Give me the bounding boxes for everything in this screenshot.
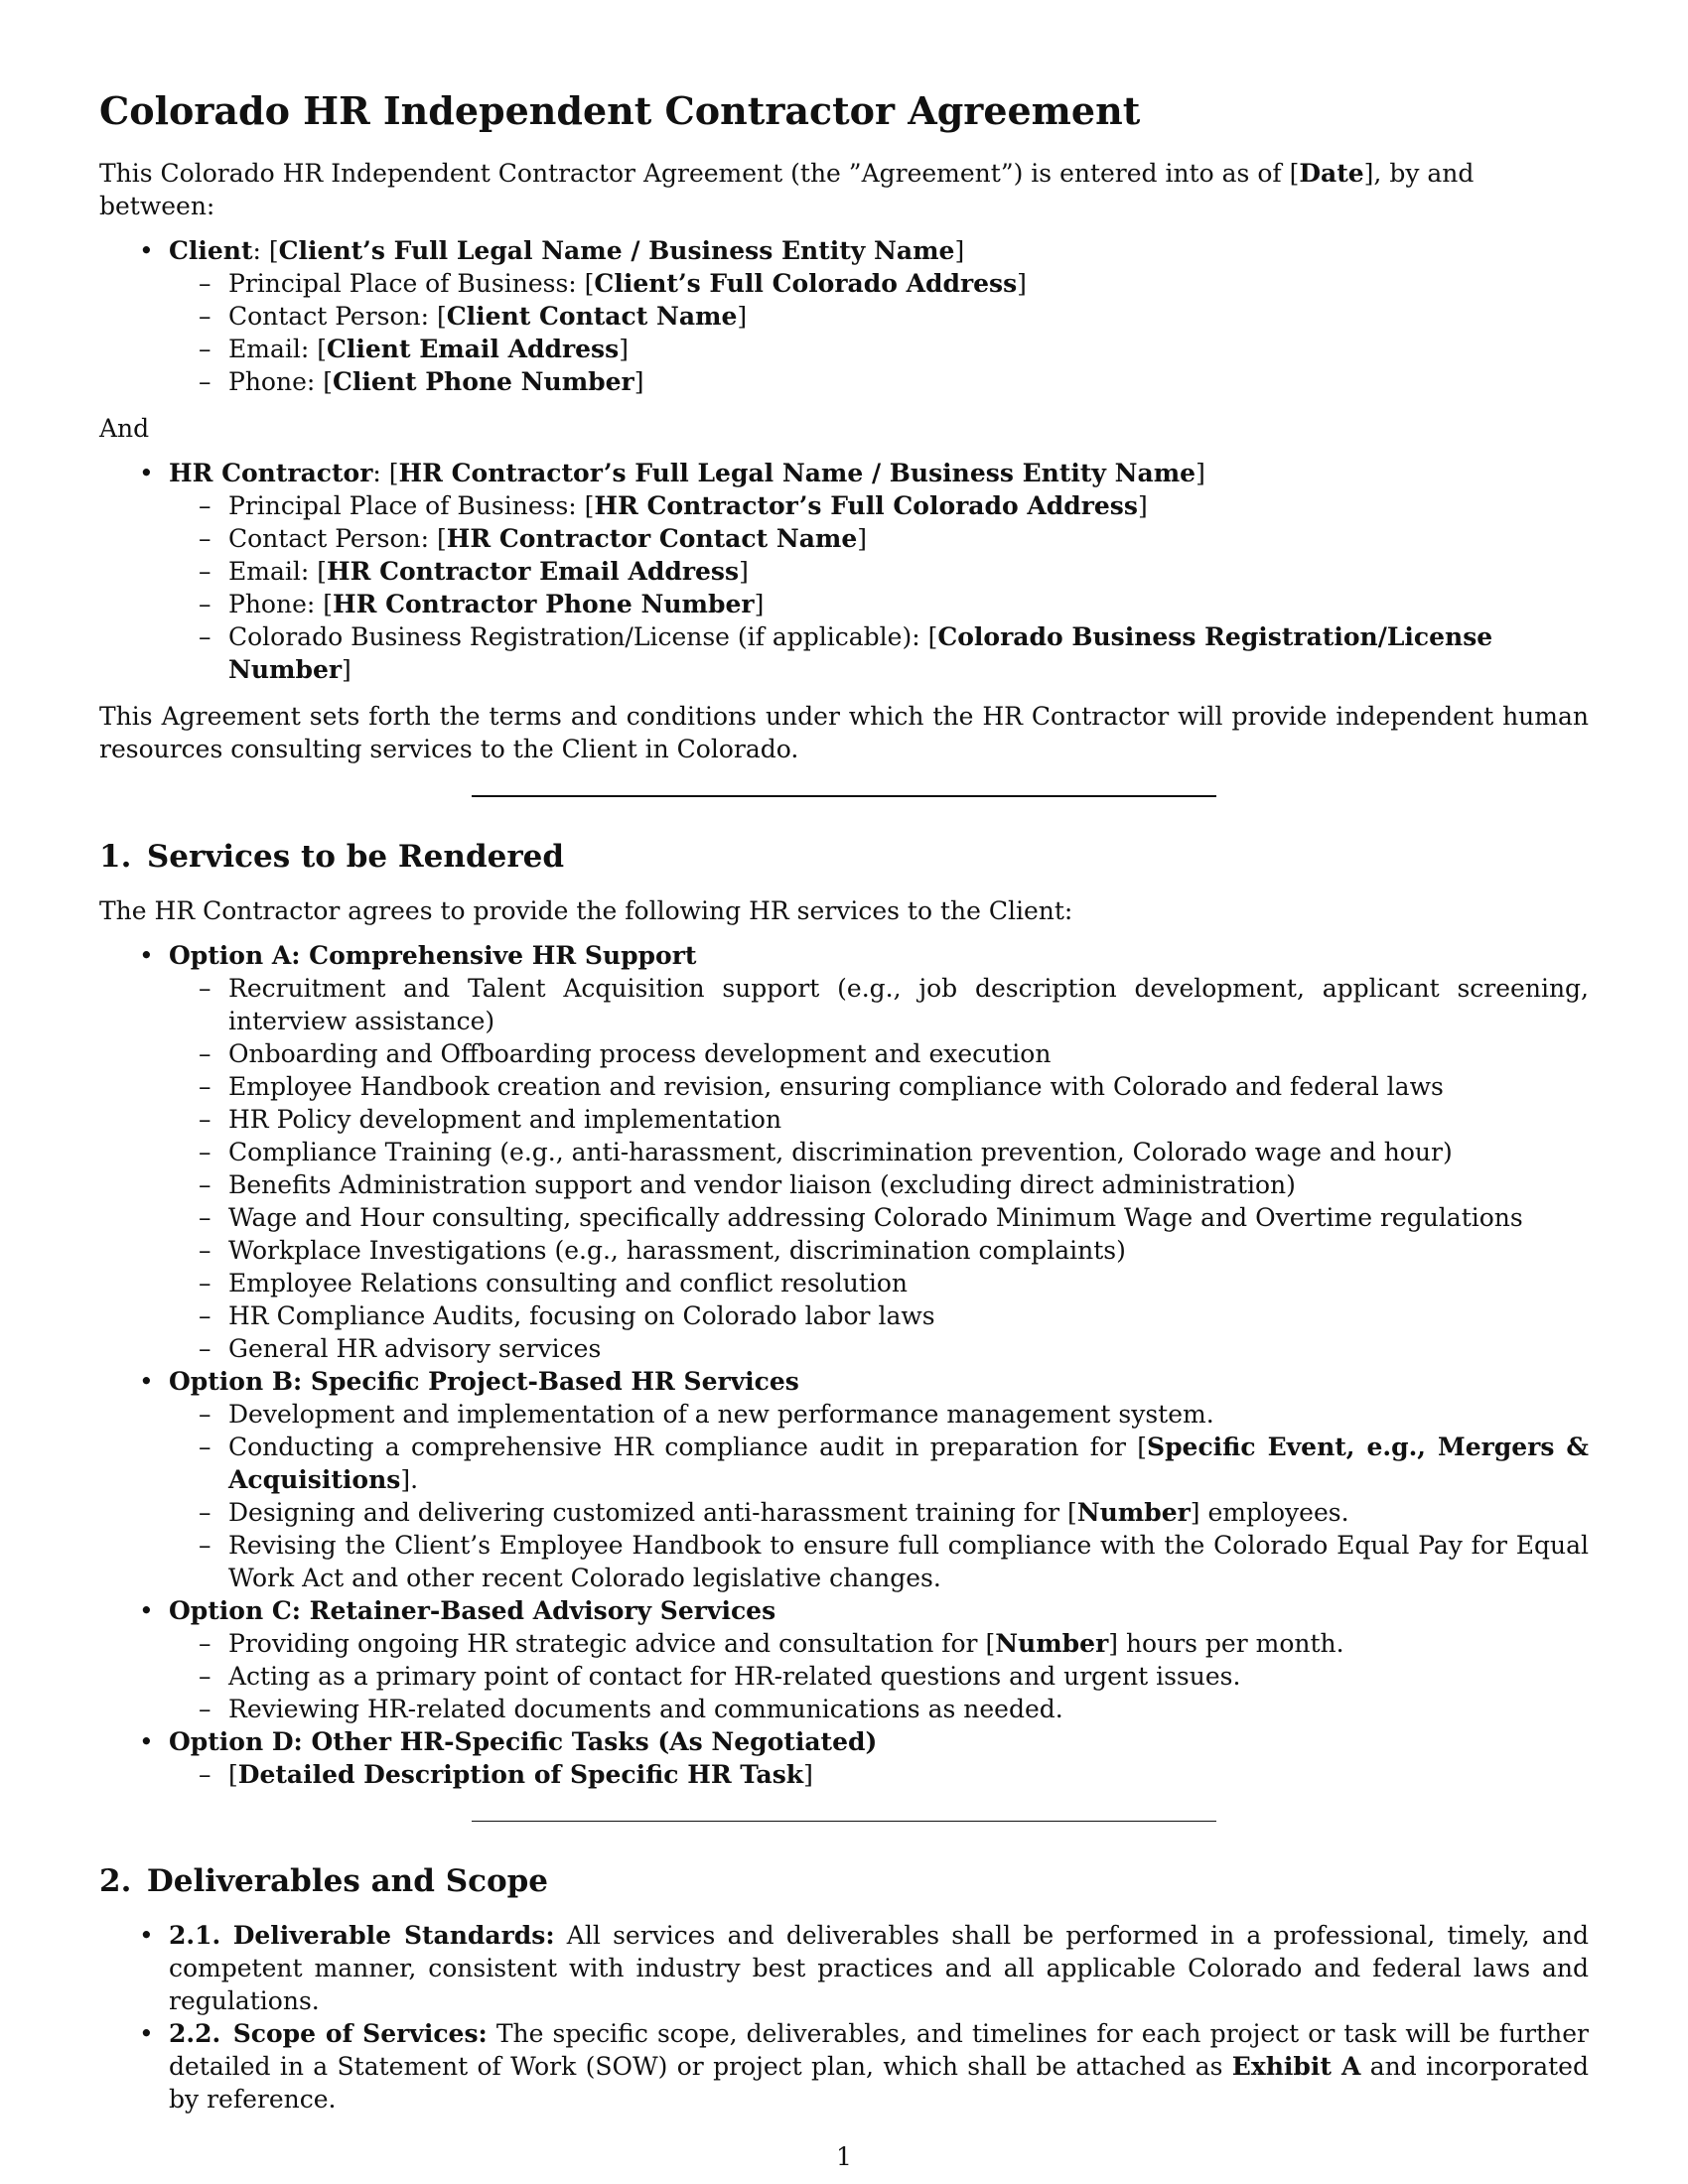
list-item: – Recruitment and Talent Acquisition support (e.g., job description development, applicant screening, interview assistance) [228, 972, 1589, 1037]
client-list [99, 234, 1589, 398]
contractor-field: – Email: [HR Contractor Email Address] [228, 555, 1589, 588]
list-item: – Wage and Hour consulting, specifically addressing Colorado Minimum Wage and Overtime regulations [228, 1201, 1589, 1234]
contractor-field: – Contact Person: [HR Contractor Contact Name] [228, 522, 1589, 555]
client-item: • Client: [Client’s Full Legal Name / Business Entity Name] – Principal Place of Business: [Client’s Full Colorado Address] – Contact Person: [Client Contact Name] – Email: [Client Email Address] – Phone: [Client Phone Number] [169, 234, 1589, 398]
client-field: – Phone: [Client Phone Number] [228, 365, 1589, 398]
contractor-field: – Colorado Business Registration/License (if applicable): [Colorado Business Registration/License Number] [228, 620, 1589, 686]
section-divider [472, 1821, 1216, 1822]
and-text: And [99, 414, 150, 443]
scope-of-services-item: • 2.2. Scope of Services: The specific scope, deliverables, and timelines for each project or task will be further detailed in a Statement of Work (SOW) or project plan, which shall be attached as Exhibit A and incorporated by reference. [169, 2017, 1589, 2116]
client-field: – Contact Person: [Client Contact Name] [228, 300, 1589, 333]
contractor-field: – Phone: [HR Contractor Phone Number] [228, 588, 1589, 620]
contractor-fields [169, 489, 1589, 686]
section-1-heading: 1. Services to be Rendered [99, 839, 565, 875]
option-d-items [169, 1758, 1589, 1791]
date-placeholder: Date [1299, 159, 1364, 188]
list-item: – Conducting a comprehensive HR compliance audit in preparation for [Specific Event, e.g., Mergers & Acquisitions]. [228, 1431, 1589, 1496]
client-fields [169, 267, 1589, 398]
option-c: • Option C: Retainer-Based Advisory Services – Providing ongoing HR strategic advice and consultation for [Number] hours per month. – Acting as a primary point of contact for HR-related questions and urgent issues. – Reviewing HR-related documents and communications as needed. [169, 1594, 1589, 1725]
option-d: • Option D: Other HR-Specific Tasks (As Negotiated) – [Detailed Description of Specific HR Task] [169, 1725, 1589, 1791]
section-1-intro: The HR Contractor agrees to provide the following HR services to the Client: [99, 896, 1073, 925]
list-item: – Workplace Investigations (e.g., harassment, discrimination complaints) [228, 1234, 1589, 1267]
contractor-name-placeholder: HR Contractor’s Full Legal Name / Business Entity Name [398, 459, 1196, 487]
list-item: – Revising the Client’s Employee Handbook to ensure full compliance with the Colorado Equal Pay for Equal Work Act and other recent Colorado legislative changes. [228, 1529, 1589, 1594]
client-field: – Email: [Client Email Address] [228, 333, 1589, 365]
intro-paragraph: This Colorado HR Independent Contractor Agreement (the ”Agreement”) is entered into as of [Date], by and between: [99, 159, 1475, 220]
list-item: – [Detailed Description of Specific HR Task] [228, 1758, 1589, 1791]
list-item: – Development and implementation of a new performance management system. [228, 1398, 1589, 1431]
option-b-items [169, 1398, 1589, 1594]
client-field: – Principal Place of Business: [Client’s Full Colorado Address] [228, 267, 1589, 300]
list-item: – Acting as a primary point of contact for HR-related questions and urgent issues. [228, 1660, 1589, 1693]
services-options-list [99, 939, 1589, 1791]
purpose-paragraph: This Agreement sets forth the terms and conditions under which the HR Contractor will provide independent human resources consulting services to the Client in Colorado. [99, 702, 1589, 763]
document-page [99, 87, 1589, 2129]
list-item: – General HR advisory services [228, 1332, 1589, 1365]
page-title: Colorado HR Independent Contractor Agreement [99, 88, 1141, 133]
list-item: – HR Policy development and implementation [228, 1103, 1589, 1136]
list-item: – Employee Relations consulting and conflict resolution [228, 1267, 1589, 1299]
option-c-items [169, 1627, 1589, 1725]
contractor-item: • HR Contractor: [HR Contractor’s Full Legal Name / Business Entity Name] – Principal Place of Business: [HR Contractor’s Full Colorado Address] – Contact Person: [HR Contractor Contact Name] – Email: [HR Contractor Email Address] – Phone: [HR Contractor Phone Number] – Colorado Business Registration/License (if applicable): [Colorado Business Registration/License Number] [169, 457, 1589, 686]
list-item: – Designing and delivering customized anti-harassment training for [Number] employees. [228, 1496, 1589, 1529]
section-2-heading: 2. Deliverables and Scope [99, 1863, 549, 1899]
option-b: • Option B: Specific Project-Based HR Services – Development and implementation of a new performance management system. – Conducting a comprehensive HR compliance audit in preparation for [Specific Event, e.g., Mergers & Acquisitions]. – Designing and delivering customized anti-harassment training for [Number] employees. – Revising the Client’s Employee Handbook to ensure full compliance with the Colorado Equal Pay for Equal Work Act and other recent Colorado legislative changes. [169, 1365, 1589, 1594]
list-item: – HR Compliance Audits, focusing on Colorado labor laws [228, 1299, 1589, 1332]
list-item: – Providing ongoing HR strategic advice and consultation for [Number] hours per month. [228, 1627, 1589, 1660]
option-a-items [169, 972, 1589, 1365]
deliverable-standards-item: • 2.1. Deliverable Standards: All services and deliverables shall be performed in a professional, timely, and competent manner, consistent with industry best practices and all applicable Colorado and federal laws and regulations. [169, 1919, 1589, 2017]
contractor-field: – Principal Place of Business: [HR Contractor’s Full Colorado Address] [228, 489, 1589, 522]
deliverables-list [99, 1919, 1589, 2116]
page-number: 1 [836, 2142, 852, 2171]
list-item: – Onboarding and Offboarding process development and execution [228, 1037, 1589, 1070]
list-item: – Reviewing HR-related documents and communications as needed. [228, 1693, 1589, 1725]
option-a: • Option A: Comprehensive HR Support – Recruitment and Talent Acquisition support (e.g., job description development, applicant screening, interview assistance) – Onboarding and Offboarding process development and execution – Employee Handbook creation and revision, ensuring compliance with Colorado and federal laws – HR Policy development and implementation – Compliance Training (e.g., anti-harassment, discrimination prevention, Colorado wage and hour) – Benefits Administration support and vendor liaison (excluding direct administration) – Wage and Hour consulting, specifically addressing Colorado Minimum Wage and Overtime regulations – Workplace Investigations (e.g., harassment, discrimination complaints) – Employee Relations consulting and conflict resolution – HR Compliance Audits, focusing on Colorado labor laws – General HR advisory services [169, 939, 1589, 1365]
list-item: – Compliance Training (e.g., anti-harassment, discrimination prevention, Colorado wage and hour) [228, 1136, 1589, 1168]
list-item: – Benefits Administration support and vendor liaison (excluding direct administration) [228, 1168, 1589, 1201]
section-divider [472, 795, 1216, 797]
client-name-placeholder: Client’s Full Legal Name / Business Entity Name [278, 236, 955, 265]
contractor-list [99, 457, 1589, 686]
list-item: – Employee Handbook creation and revision, ensuring compliance with Colorado and federal laws [228, 1070, 1589, 1103]
